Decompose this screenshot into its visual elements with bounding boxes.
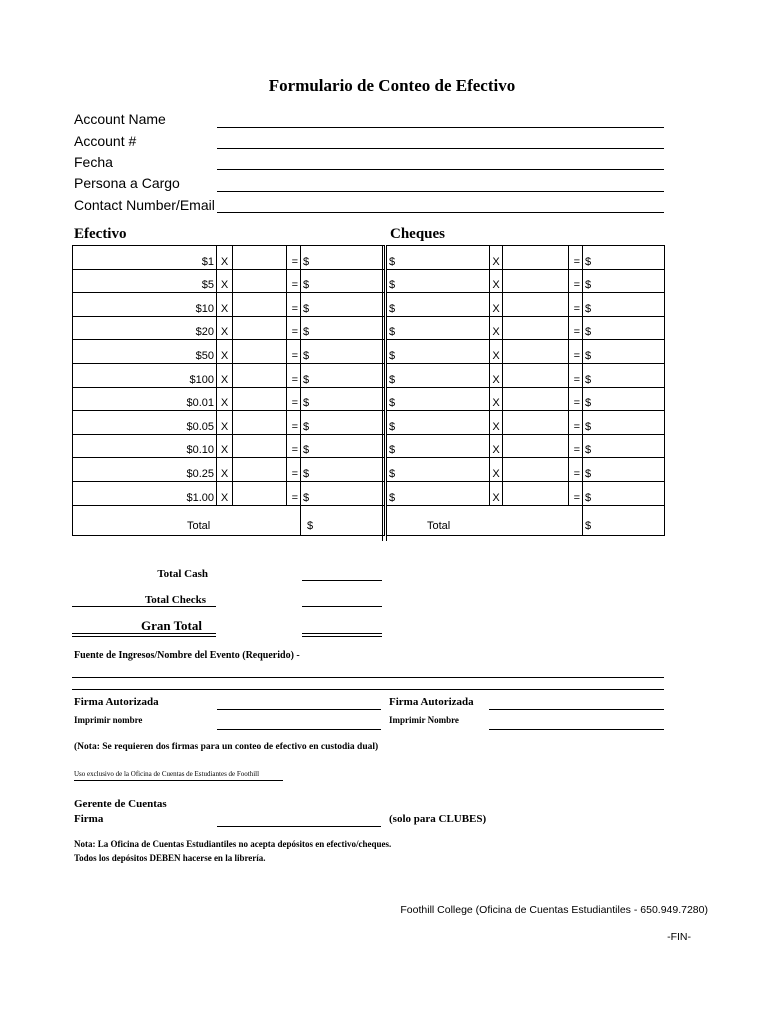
multiply-sign: X xyxy=(490,269,503,293)
dollar-sign: $ xyxy=(389,491,396,504)
multiply-sign: X xyxy=(490,340,503,364)
multiply-sign: X xyxy=(490,411,503,435)
check-amount-cell[interactable] xyxy=(387,340,490,364)
equals-sign: = xyxy=(569,269,583,293)
denomination-label: $5 xyxy=(73,269,217,293)
deposit-note-2: Todos los depósitos DEBEN hacerse en la librería. xyxy=(74,853,266,863)
quantity-cell[interactable] xyxy=(233,387,287,411)
cash-row xyxy=(73,481,385,505)
multiply-sign: X xyxy=(217,363,233,387)
multiply-sign: X xyxy=(217,387,233,411)
cash-total-label: Total xyxy=(73,505,301,535)
check-quantity-cell[interactable] xyxy=(503,481,569,505)
dollar-sign: $ xyxy=(389,420,396,433)
right-print-field[interactable] xyxy=(489,729,664,730)
denomination-label: $100 xyxy=(73,363,217,387)
multiply-sign: X xyxy=(490,246,503,270)
denomination-label: $0.25 xyxy=(73,458,217,482)
dual-custody-note: (Nota: Se requieren dos firmas para un conteo de efectivo en custodia dual) xyxy=(74,742,379,752)
contact-label: Contact Number/Email xyxy=(74,197,215,213)
denomination-label: $0.10 xyxy=(73,434,217,458)
check-total-cell[interactable] xyxy=(583,293,665,317)
total-checks-underline xyxy=(72,606,216,607)
checks-total-row xyxy=(387,505,665,535)
quantity-cell[interactable] xyxy=(233,269,287,293)
equals-sign: = xyxy=(569,481,583,505)
deposit-note-1: Nota: La Oficina de Cuentas Estudiantiles no acepta depósitos en efectivo/cheques. xyxy=(74,839,392,849)
equals-sign: = xyxy=(287,246,301,270)
dollar-sign: $ xyxy=(585,519,592,532)
multiply-sign: X xyxy=(490,293,503,317)
denomination-label: $10 xyxy=(73,293,217,317)
equals-sign: = xyxy=(569,411,583,435)
total-cash-label: Total Cash xyxy=(157,568,208,580)
checks-table xyxy=(386,245,665,536)
check-total-cell[interactable] xyxy=(583,269,665,293)
amount-cell[interactable] xyxy=(301,387,385,411)
cash-row xyxy=(73,316,385,340)
check-row xyxy=(387,363,665,387)
total-checks-field[interactable] xyxy=(302,606,382,607)
account-name-field[interactable] xyxy=(217,127,664,128)
check-amount-cell[interactable] xyxy=(387,411,490,435)
cash-row xyxy=(73,458,385,482)
dollar-sign: $ xyxy=(585,397,592,410)
multiply-sign: X xyxy=(217,293,233,317)
contact-field[interactable] xyxy=(217,212,664,213)
cash-row xyxy=(73,269,385,293)
dollar-sign: $ xyxy=(585,326,592,339)
check-amount-cell[interactable] xyxy=(387,246,490,270)
multiply-sign: X xyxy=(490,387,503,411)
person-in-charge-field[interactable] xyxy=(217,191,664,192)
quantity-cell[interactable] xyxy=(233,316,287,340)
check-quantity-cell[interactable] xyxy=(503,293,569,317)
cash-row xyxy=(73,246,385,270)
amount-cell[interactable] xyxy=(301,316,385,340)
check-total-cell[interactable] xyxy=(583,411,665,435)
equals-sign: = xyxy=(287,316,301,340)
dollar-sign: $ xyxy=(303,491,310,504)
dollar-sign: $ xyxy=(389,444,396,457)
check-amount-cell[interactable] xyxy=(387,269,490,293)
check-total-cell[interactable] xyxy=(583,458,665,482)
multiply-sign: X xyxy=(217,411,233,435)
equals-sign: = xyxy=(287,387,301,411)
multiply-sign: X xyxy=(490,316,503,340)
cash-row xyxy=(73,434,385,458)
clubs-note: (solo para CLUBES) xyxy=(389,813,487,825)
cash-row xyxy=(73,293,385,317)
source-field[interactable] xyxy=(72,677,664,678)
checks-heading: Cheques xyxy=(390,226,446,242)
cash-table xyxy=(72,245,385,536)
left-signature-label: Firma Autorizada xyxy=(74,696,159,708)
check-total-cell[interactable] xyxy=(583,481,665,505)
dollar-sign: $ xyxy=(585,279,592,292)
grand-total-label: Gran Total xyxy=(140,618,202,633)
amount-cell[interactable] xyxy=(301,246,385,270)
check-amount-cell[interactable] xyxy=(387,293,490,317)
right-signature-label: Firma Autorizada xyxy=(389,696,474,708)
dollar-sign: $ xyxy=(389,349,396,362)
dollar-sign: $ xyxy=(585,302,592,315)
manager-label: Gerente de Cuentas xyxy=(74,798,167,810)
account-number-field[interactable] xyxy=(217,148,664,149)
right-signature-field[interactable] xyxy=(489,709,664,710)
dollar-sign: $ xyxy=(389,397,396,410)
check-quantity-cell[interactable] xyxy=(503,316,569,340)
manager-signature-label: Firma xyxy=(74,813,104,825)
amount-cell[interactable] xyxy=(301,434,385,458)
multiply-sign: X xyxy=(490,434,503,458)
amount-cell[interactable] xyxy=(301,363,385,387)
dollar-sign: $ xyxy=(585,444,592,457)
check-total-cell[interactable] xyxy=(583,246,665,270)
check-quantity-cell[interactable] xyxy=(503,269,569,293)
check-row xyxy=(387,411,665,435)
person-in-charge-label: Persona a Cargo xyxy=(74,175,180,191)
quantity-cell[interactable] xyxy=(233,293,287,317)
check-total-cell[interactable] xyxy=(583,387,665,411)
equals-sign: = xyxy=(287,481,301,505)
cash-row xyxy=(73,340,385,364)
check-quantity-cell[interactable] xyxy=(503,411,569,435)
dollar-sign: $ xyxy=(585,491,592,504)
dollar-sign: $ xyxy=(307,519,314,532)
equals-sign: = xyxy=(569,434,583,458)
equals-sign: = xyxy=(569,458,583,482)
grand-total-field[interactable] xyxy=(302,633,382,637)
cash-row xyxy=(73,363,385,387)
right-print-label: Imprimir Nombre xyxy=(389,715,459,725)
dollar-sign: $ xyxy=(585,255,592,268)
check-row xyxy=(387,269,665,293)
left-print-label: Imprimir nombre xyxy=(74,715,143,725)
denomination-label: $1 xyxy=(73,246,217,270)
multiply-sign: X xyxy=(217,458,233,482)
multiply-sign: X xyxy=(217,340,233,364)
amount-cell[interactable] xyxy=(301,293,385,317)
check-row xyxy=(387,434,665,458)
check-row xyxy=(387,481,665,505)
check-row xyxy=(387,340,665,364)
check-quantity-cell[interactable] xyxy=(503,340,569,364)
quantity-cell[interactable] xyxy=(233,458,287,482)
amount-cell[interactable] xyxy=(301,340,385,364)
equals-sign: = xyxy=(569,363,583,387)
amount-cell[interactable] xyxy=(301,481,385,505)
equals-sign: = xyxy=(287,458,301,482)
dollar-sign: $ xyxy=(303,302,310,315)
multiply-sign: X xyxy=(217,434,233,458)
checks-total-cell[interactable] xyxy=(583,505,665,535)
multiply-sign: X xyxy=(217,316,233,340)
manager-signature-field[interactable] xyxy=(217,826,381,827)
equals-sign: = xyxy=(287,293,301,317)
dollar-sign: $ xyxy=(303,326,310,339)
denomination-label: $0.01 xyxy=(73,387,217,411)
quantity-cell[interactable] xyxy=(233,246,287,270)
equals-sign: = xyxy=(287,340,301,364)
multiply-sign: X xyxy=(490,363,503,387)
multiply-sign: X xyxy=(217,481,233,505)
denomination-label: $1.00 xyxy=(73,481,217,505)
account-number-label: Account # xyxy=(74,133,137,149)
equals-sign: = xyxy=(287,434,301,458)
dollar-sign: $ xyxy=(585,420,592,433)
dollar-sign: $ xyxy=(303,373,310,386)
check-row xyxy=(387,293,665,317)
check-amount-cell[interactable] xyxy=(387,458,490,482)
multiply-sign: X xyxy=(490,458,503,482)
office-use-label: Uso exclusivo de la Oficina de Cuentas de Estudiantes de Foothill xyxy=(74,770,283,781)
dollar-sign: $ xyxy=(303,397,310,410)
check-row xyxy=(387,387,665,411)
check-total-cell[interactable] xyxy=(583,340,665,364)
dollar-sign: $ xyxy=(389,373,396,386)
dollar-sign: $ xyxy=(389,279,396,292)
check-amount-cell[interactable] xyxy=(387,387,490,411)
equals-sign: = xyxy=(287,363,301,387)
date-field[interactable] xyxy=(217,169,664,170)
multiply-sign: X xyxy=(217,269,233,293)
check-amount-cell[interactable] xyxy=(387,363,490,387)
date-label: Fecha xyxy=(74,154,113,170)
amount-cell[interactable] xyxy=(301,458,385,482)
form-title: Formulario de Conteo de Efectivo xyxy=(268,76,516,95)
equals-sign: = xyxy=(569,293,583,317)
dollar-sign: $ xyxy=(303,444,310,457)
total-checks-label: Total Checks xyxy=(144,594,206,606)
dollar-sign: $ xyxy=(389,255,396,268)
total-cash-field[interactable] xyxy=(302,580,382,581)
denomination-label: $0.05 xyxy=(73,411,217,435)
equals-sign: = xyxy=(569,246,583,270)
dollar-sign: $ xyxy=(303,420,310,433)
dollar-sign: $ xyxy=(585,373,592,386)
check-row xyxy=(387,246,665,270)
left-signature-field[interactable] xyxy=(217,709,381,710)
check-row xyxy=(387,458,665,482)
cash-row xyxy=(73,387,385,411)
cash-total-cell[interactable] xyxy=(301,505,385,535)
dollar-sign: $ xyxy=(389,326,396,339)
denomination-label: $20 xyxy=(73,316,217,340)
multiply-sign: X xyxy=(217,246,233,270)
check-quantity-cell[interactable] xyxy=(503,246,569,270)
check-quantity-cell[interactable] xyxy=(503,434,569,458)
end-mark: -FIN- xyxy=(667,931,691,943)
equals-sign: = xyxy=(569,387,583,411)
quantity-cell[interactable] xyxy=(233,481,287,505)
check-quantity-cell[interactable] xyxy=(503,387,569,411)
quantity-cell[interactable] xyxy=(233,363,287,387)
checks-total-label: Total xyxy=(387,505,583,535)
dollar-sign: $ xyxy=(585,467,592,480)
multiply-sign: X xyxy=(490,481,503,505)
check-row xyxy=(387,316,665,340)
left-print-field[interactable] xyxy=(217,729,381,730)
check-total-cell[interactable] xyxy=(583,434,665,458)
quantity-cell[interactable] xyxy=(233,434,287,458)
dollar-sign: $ xyxy=(303,467,310,480)
check-quantity-cell[interactable] xyxy=(503,363,569,387)
dollar-sign: $ xyxy=(389,302,396,315)
quantity-cell[interactable] xyxy=(233,411,287,435)
amount-cell[interactable] xyxy=(301,411,385,435)
equals-sign: = xyxy=(287,269,301,293)
check-total-cell[interactable] xyxy=(583,316,665,340)
contact-footer: Foothill College (Oficina de Cuentas Estudiantiles - 650.949.7280) xyxy=(400,904,708,916)
cash-total-row xyxy=(73,505,385,535)
dollar-sign: $ xyxy=(585,349,592,362)
account-name-label: Account Name xyxy=(74,111,166,127)
check-amount-cell[interactable] xyxy=(387,434,490,458)
cash-heading: Efectivo xyxy=(74,226,127,242)
dollar-sign: $ xyxy=(303,255,310,268)
source-field-line-2[interactable] xyxy=(72,689,664,690)
check-amount-cell[interactable] xyxy=(387,316,490,340)
equals-sign: = xyxy=(569,316,583,340)
check-quantity-cell[interactable] xyxy=(503,458,569,482)
source-label: Fuente de Ingresos/Nombre del Evento (Requerido) - xyxy=(74,650,300,661)
dollar-sign: $ xyxy=(303,279,310,292)
equals-sign: = xyxy=(569,340,583,364)
quantity-cell[interactable] xyxy=(233,340,287,364)
denomination-label: $50 xyxy=(73,340,217,364)
cash-row xyxy=(73,411,385,435)
dollar-sign: $ xyxy=(389,467,396,480)
check-total-cell[interactable] xyxy=(583,363,665,387)
dollar-sign: $ xyxy=(303,349,310,362)
amount-cell[interactable] xyxy=(301,269,385,293)
equals-sign: = xyxy=(287,411,301,435)
grand-total-underline xyxy=(72,633,216,637)
check-amount-cell[interactable] xyxy=(387,481,490,505)
